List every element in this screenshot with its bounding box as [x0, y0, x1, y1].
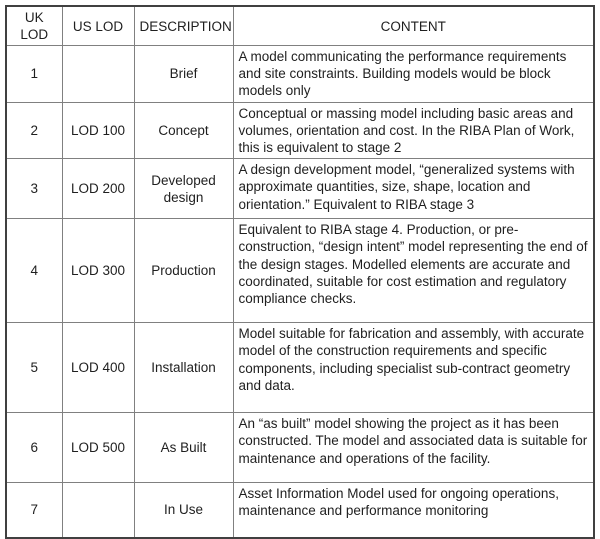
header-content: CONTENT: [233, 6, 594, 46]
uk-lod-cell: 6: [6, 413, 62, 483]
description-cell: Production: [134, 219, 233, 323]
table-row: [6, 159, 594, 219]
description-cell: Installation: [134, 323, 233, 413]
content-cell: Equivalent to RIBA stage 4. Production, or pre-construction, “design intent” model representing the end of the design stages. Modelled elements are accurate and coordinated, suitable for cost estimation and regulatory compliance checks.: [233, 219, 594, 323]
content-cell: A design development model, “generalized systems with approximate quantities, size, shape, location and orientation.” Equivalent to RIBA stage 3: [233, 159, 594, 219]
description-cell: In Use: [134, 483, 233, 538]
uk-lod-cell: 3: [6, 159, 62, 219]
us-lod-cell: LOD 300: [62, 219, 134, 323]
lod-comparison-table: [5, 5, 595, 539]
us-lod-cell: LOD 500: [62, 413, 134, 483]
uk-lod-cell: 4: [6, 219, 62, 323]
us-lod-cell: [62, 483, 134, 538]
us-lod-cell: [62, 46, 134, 103]
content-cell: Conceptual or massing model including basic areas and volumes, orientation and cost. In the RIBA Plan of Work, this is equivalent to stage 2: [233, 102, 594, 159]
uk-lod-cell: 5: [6, 323, 62, 413]
table-row: [6, 46, 594, 103]
description-cell: Brief: [134, 46, 233, 103]
content-cell: Asset Information Model used for ongoing operations, maintenance and performance monitoring: [233, 483, 594, 538]
description-cell: Developed design: [134, 159, 233, 219]
table-body: [6, 46, 594, 538]
content-cell: An “as built” model showing the project as it has been constructed. The model and associated data is suitable for maintenance and operations of the facility.: [233, 413, 594, 483]
header-uk-lod: UK LOD: [6, 6, 62, 46]
us-lod-cell: LOD 100: [62, 102, 134, 159]
header-row: [6, 6, 594, 46]
table-header: [6, 6, 594, 46]
us-lod-cell: LOD 400: [62, 323, 134, 413]
header-description: DESCRIPTION: [134, 6, 233, 46]
us-lod-cell: LOD 200: [62, 159, 134, 219]
table-row: [6, 483, 594, 538]
table-row: [6, 413, 594, 483]
table-row: [6, 102, 594, 159]
description-cell: As Built: [134, 413, 233, 483]
uk-lod-cell: 2: [6, 102, 62, 159]
table-row: [6, 219, 594, 323]
description-cell: Concept: [134, 102, 233, 159]
uk-lod-cell: 1: [6, 46, 62, 103]
content-cell: A model communicating the performance requirements and site constraints. Building models would be block models only: [233, 46, 594, 103]
header-us-lod: US LOD: [62, 6, 134, 46]
content-cell: Model suitable for fabrication and assembly, with accurate model of the construction requirements and specific components, including specialist sub-contract geometry and data.: [233, 323, 594, 413]
table-row: [6, 323, 594, 413]
uk-lod-cell: 7: [6, 483, 62, 538]
